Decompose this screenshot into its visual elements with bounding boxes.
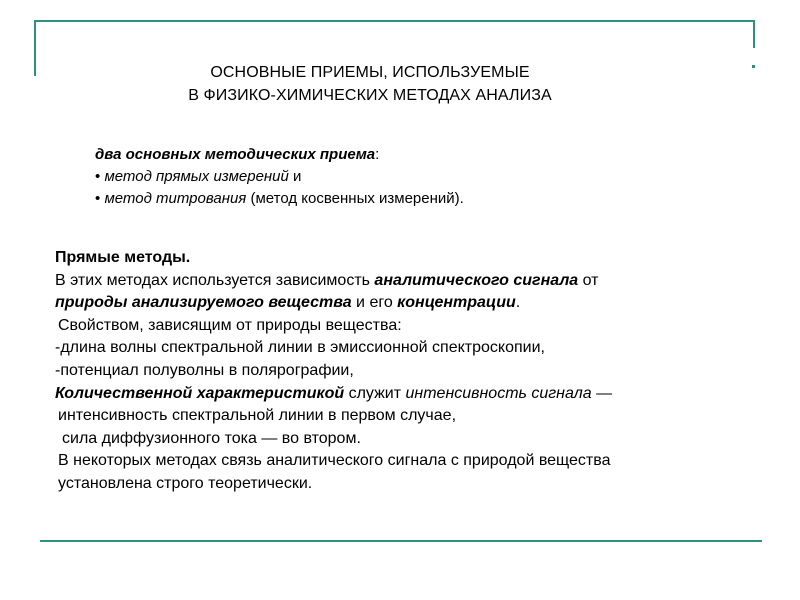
- direct-line-2-end: .: [515, 294, 521, 312]
- direct-methods-block: [55, 247, 775, 496]
- direct-line-5: -потенциал полуволны в полярографии,: [55, 361, 354, 379]
- methods-heading-colon: :: [375, 146, 380, 163]
- direct-line-2-mid: и его: [351, 294, 398, 312]
- methods-item-1-rest: и: [288, 168, 302, 185]
- direct-line-6: [55, 383, 775, 406]
- quantitative-characteristic-term: Количественной характеристикой: [55, 384, 345, 402]
- direct-line-9: В некоторых методах связь аналитического сигнала с природой вещества: [58, 452, 611, 470]
- methods-item-1-italic: метод прямых измерений: [104, 168, 289, 185]
- substance-nature-term: природы анализируемого вещества: [55, 294, 352, 312]
- direct-line-2: [55, 292, 775, 315]
- frame-top-line: [34, 20, 755, 22]
- direct-line-8: сила диффузионного тока — во втором.: [62, 429, 361, 447]
- methods-item-2-italic: метод титрования: [104, 190, 247, 207]
- bullet-icon: •: [95, 190, 101, 207]
- methods-item-1: [95, 166, 715, 188]
- direct-line-4: -длина волны спектральной линии в эмиссионной спектроскопии,: [55, 339, 545, 357]
- methods-heading: [95, 144, 715, 166]
- direct-line-1: [55, 270, 775, 293]
- concentration-term: концентрации: [397, 294, 516, 312]
- direct-line-6-mid: служит: [344, 384, 406, 402]
- analytical-signal-term: аналитического сигнала: [374, 271, 579, 289]
- title-line-2: В ФИЗИКО-ХИМИЧЕСКИХ МЕТОДАХ АНАЛИЗА: [188, 87, 552, 104]
- direct-line-3: Свойством, зависящим от природы вещества:: [58, 316, 402, 334]
- methods-item-2-rest: (метод косвенных измерений).: [246, 190, 464, 207]
- methods-heading-text: два основных методических приема: [95, 146, 376, 163]
- frame-right-line: [753, 20, 755, 48]
- signal-intensity-term: интенсивность сигнала: [405, 384, 592, 402]
- frame-bottom-line: [40, 540, 762, 542]
- slide-title: [0, 61, 740, 107]
- bullet-icon: •: [95, 168, 101, 185]
- methods-block: [95, 144, 715, 210]
- direct-methods-heading: Прямые методы.: [55, 249, 191, 266]
- direct-line-1-rest: от: [578, 271, 599, 289]
- title-line-1: ОСНОВНЫЕ ПРИЕМЫ, ИСПОЛЬЗУЕМЫЕ: [210, 64, 530, 81]
- direct-line-6-end: —: [591, 384, 613, 402]
- direct-line-1-text: В этих методах используется зависимость: [55, 271, 375, 289]
- corner-dot: [752, 65, 755, 68]
- direct-line-10: установлена строго теоретически.: [58, 474, 313, 492]
- direct-line-7: интенсивность спектральной линии в первом случае,: [58, 407, 457, 425]
- methods-item-2: [95, 188, 715, 210]
